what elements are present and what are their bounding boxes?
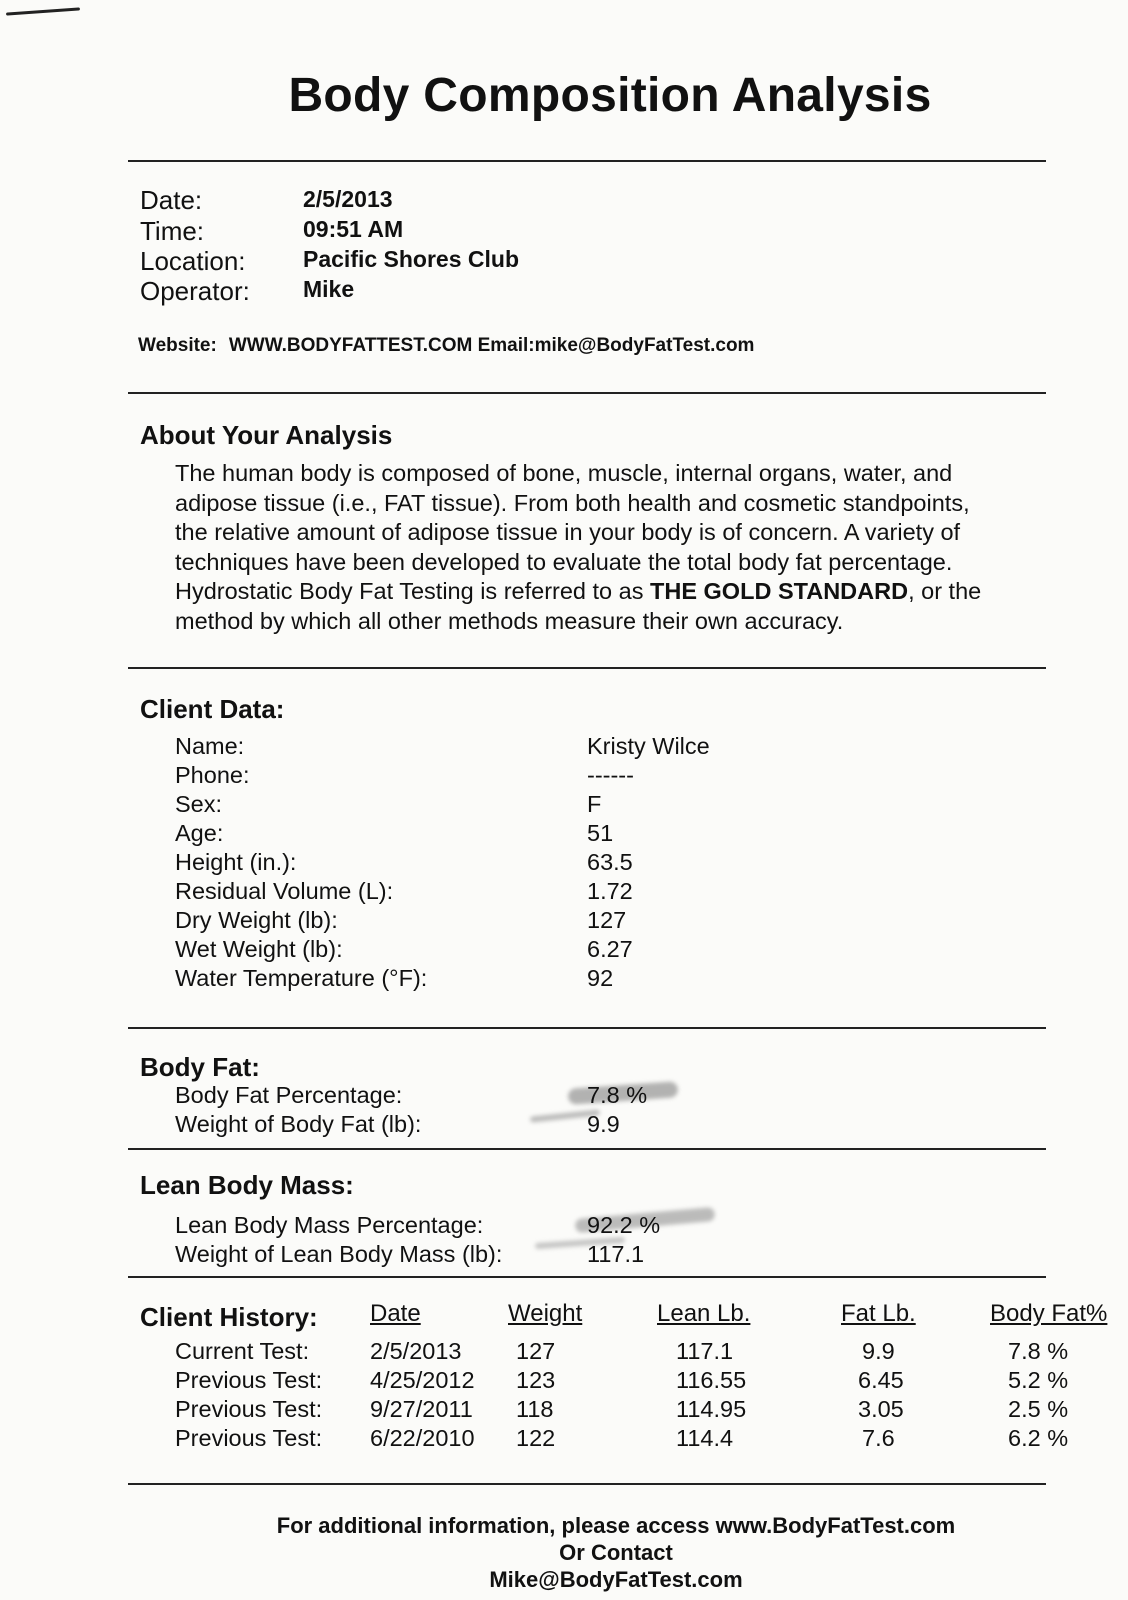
client-label: Residual Volume (L): — [175, 878, 394, 904]
divider — [128, 1027, 1046, 1029]
history-lean: 114.4 — [676, 1425, 734, 1451]
divider — [128, 1148, 1046, 1150]
history-lean: 114.95 — [676, 1396, 747, 1422]
history-weight: 118 — [516, 1396, 554, 1422]
lean-weight-label: Weight of Lean Body Mass (lb): — [175, 1241, 503, 1267]
divider — [128, 667, 1046, 669]
date-value: 2/5/2013 — [303, 186, 393, 212]
client-history-title: Client History: — [140, 1302, 318, 1332]
lean-pct-label: Lean Body Mass Percentage: — [175, 1212, 484, 1238]
about-paragraph — [175, 459, 1075, 636]
history-date: 4/25/2012 — [370, 1367, 475, 1393]
history-header-lean: Lean Lb. — [657, 1300, 751, 1327]
email-link[interactable]: Email:mike@BodyFatTest.com — [477, 335, 755, 356]
client-label: Wet Weight (lb): — [175, 936, 343, 962]
about-line: Hydrostatic Body Fat Testing is referred to as THE GOLD STANDARD, or the — [175, 578, 982, 604]
history-bodyfat: 5.2 % — [1008, 1367, 1069, 1393]
body-fat-title: Body Fat: — [140, 1052, 260, 1082]
pen-stroke-mark — [6, 7, 80, 15]
client-label: Dry Weight (lb): — [175, 907, 338, 933]
history-fat: 6.45 — [858, 1367, 904, 1393]
client-data-title: Client Data: — [140, 694, 285, 724]
footer-email-link[interactable]: Mike@BodyFatTest.com — [489, 1567, 743, 1592]
body-fat-pct-label: Body Fat Percentage: — [175, 1082, 403, 1108]
about-line: techniques have been developed to evaluate the total body fat percentage. — [175, 548, 953, 575]
history-weight: 123 — [516, 1367, 556, 1393]
history-lean: 116.55 — [676, 1367, 747, 1393]
client-sex-value: F — [587, 791, 602, 817]
lean-pct-value: 92.2 % — [587, 1212, 661, 1238]
history-row-label: Previous Test: — [175, 1367, 323, 1393]
client-label: Sex: — [175, 791, 223, 817]
history-fat: 9.9 — [862, 1338, 895, 1364]
operator-label: Operator: — [140, 276, 250, 306]
history-header-bodyfat: Body Fat% — [990, 1300, 1108, 1327]
history-lean: 117.1 — [676, 1338, 734, 1364]
client-residual-volume-value: 1.72 — [587, 878, 633, 904]
about-section-title: About Your Analysis — [140, 420, 393, 450]
about-line: adipose tissue (i.e., FAT tissue). From both health and cosmetic standpoints, — [175, 489, 970, 516]
client-phone-value: ------ — [587, 762, 634, 788]
time-label: Time: — [140, 216, 205, 246]
lean-weight-value: 117.1 — [587, 1241, 645, 1267]
history-date: 9/27/2011 — [370, 1396, 473, 1422]
history-header-fat: Fat Lb. — [841, 1300, 916, 1327]
history-fat: 7.6 — [862, 1425, 895, 1451]
date-label: Date: — [140, 185, 203, 215]
history-date: 2/5/2013 — [370, 1338, 462, 1364]
history-bodyfat: 2.5 % — [1008, 1396, 1069, 1422]
client-label: Name: — [175, 733, 245, 759]
history-bodyfat: 7.8 % — [1008, 1338, 1069, 1364]
client-height-value: 63.5 — [587, 849, 633, 875]
page-title: Body Composition Analysis — [288, 69, 932, 122]
contact-line — [138, 335, 754, 357]
history-fat: 3.05 — [858, 1396, 904, 1422]
footer-contact-line: Or Contact — [559, 1540, 673, 1565]
client-name-value: Kristy Wilce — [587, 733, 710, 759]
location-label: Location: — [140, 246, 246, 276]
history-weight: 122 — [516, 1425, 556, 1451]
time-value: 09:51 AM — [303, 216, 404, 242]
client-label: Water Temperature (°F): — [175, 965, 428, 991]
history-header-date: Date — [370, 1300, 421, 1327]
history-row-label: Current Test: — [175, 1338, 310, 1364]
history-date: 6/22/2010 — [370, 1425, 475, 1451]
about-line: The human body is composed of bone, muscle, internal organs, water, and — [175, 460, 953, 486]
operator-value: Mike — [303, 276, 355, 302]
about-line: the relative amount of adipose tissue in your body is of concern. A variety of — [175, 519, 961, 545]
about-line: method by which all other methods measure their own accuracy. — [175, 607, 844, 634]
client-water-temp-value: 92 — [587, 965, 614, 991]
gold-standard-emphasis: THE GOLD STANDARD — [650, 578, 909, 604]
body-fat-weight-label: Weight of Body Fat (lb): — [175, 1111, 422, 1137]
history-weight: 127 — [516, 1338, 556, 1364]
website-label: Website: — [138, 335, 217, 356]
history-header-weight: Weight — [508, 1300, 583, 1327]
client-label: Phone: — [175, 762, 250, 788]
body-fat-pct-value: 7.8 % — [587, 1082, 648, 1108]
divider — [128, 160, 1046, 162]
client-wet-weight-value: 6.27 — [587, 936, 633, 962]
website-link[interactable]: WWW.BODYFATTEST.COM — [228, 335, 473, 356]
footer-info-line: For additional information, please access www.BodyFatTest.com — [276, 1513, 956, 1538]
client-age-value: 51 — [587, 820, 614, 846]
client-label: Height (in.): — [175, 849, 297, 875]
divider — [128, 392, 1046, 394]
location-value: Pacific Shores Club — [303, 246, 520, 272]
divider — [128, 1483, 1046, 1485]
client-label: Age: — [175, 820, 224, 846]
lean-mass-title: Lean Body Mass: — [140, 1170, 354, 1200]
body-fat-weight-value: 9.9 — [587, 1111, 620, 1137]
divider — [128, 1276, 1046, 1278]
history-row-label: Previous Test: — [175, 1425, 323, 1451]
client-dry-weight-value: 127 — [587, 907, 627, 933]
history-row-label: Previous Test: — [175, 1396, 323, 1422]
history-bodyfat: 6.2 % — [1008, 1425, 1069, 1451]
